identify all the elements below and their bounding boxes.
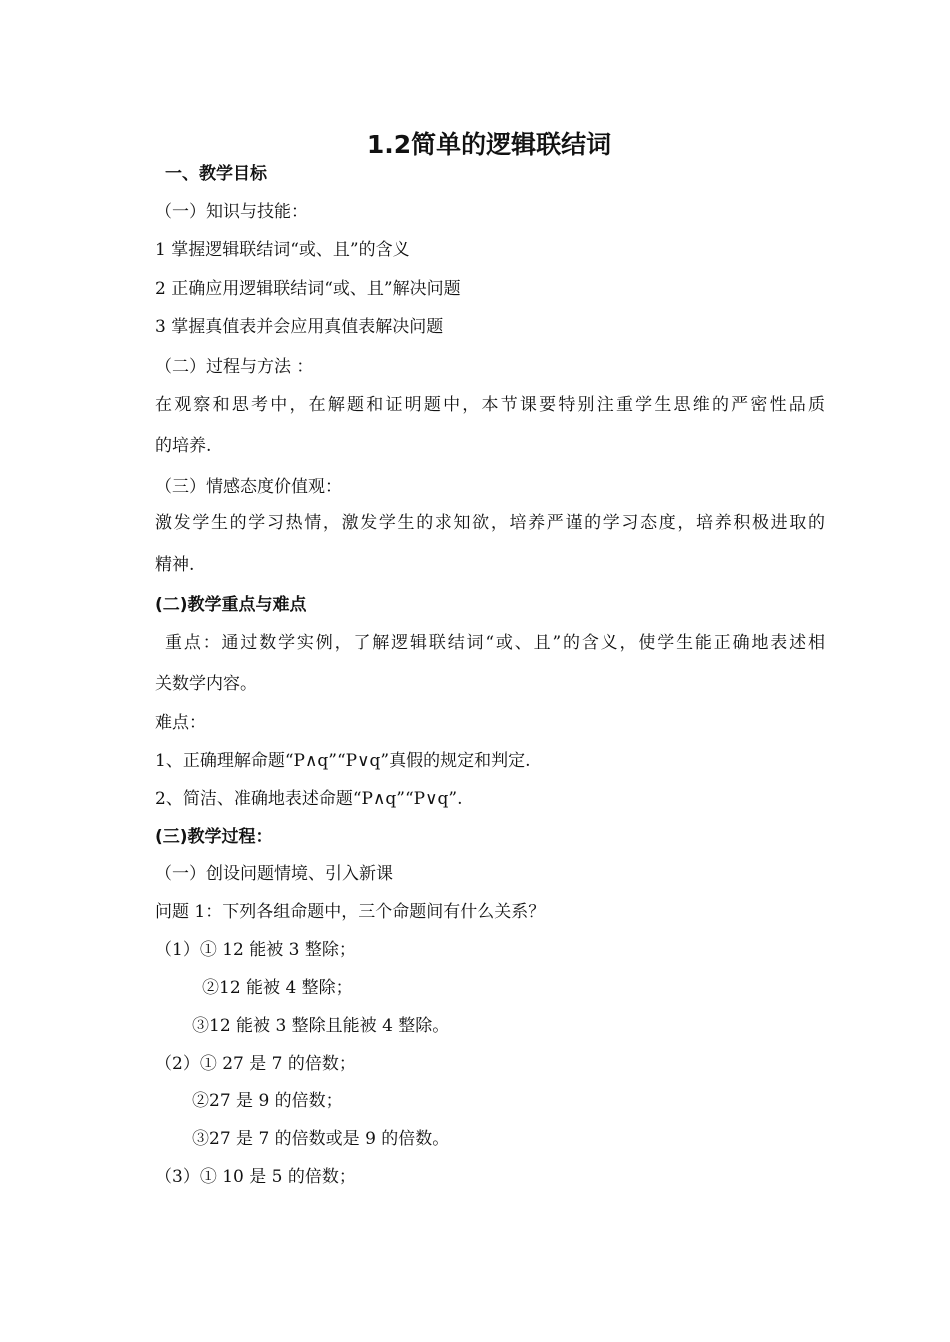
paragraph-key-point-line-2: 关数学内容。 xyxy=(155,674,257,694)
difficulty-item-2: 2、简洁、准确地表述命题“P∧q”“P∨q”. xyxy=(155,789,463,809)
paragraph-key-point-line-1: 重点：通过数学实例，了解逻辑联结词“或、且”的含义，使学生能正确地表述相 xyxy=(165,633,825,653)
subheading-process-method: （二）过程与方法 ： xyxy=(155,357,314,377)
goal-item-3: 3 掌握真值表并会应用真值表解决问题 xyxy=(155,317,444,337)
subheading-difficulties: 难点： xyxy=(155,713,206,733)
question-1: 问题 1：下列各组命题中，三个命题间有什么关系？ xyxy=(155,902,546,922)
paragraph-attitude-line-2: 精神. xyxy=(155,555,195,575)
group-3-item-1: （3）① 10 是 5 的倍数； xyxy=(155,1167,356,1187)
group-1-item-3: ③12 能被 3 整除且能被 4 整除。 xyxy=(192,1016,450,1036)
subheading-attitude-values: （三）情感态度价值观： xyxy=(155,477,342,497)
difficulty-item-1: 1、正确理解命题“P∧q”“P∨q”真假的规定和判定. xyxy=(155,751,531,771)
goal-item-1: 1 掌握逻辑联结词“或、且”的含义 xyxy=(155,240,410,260)
group-2-item-2: ②27 是 9 的倍数； xyxy=(192,1091,343,1111)
heading-teaching-goals: 一、教学目标 xyxy=(165,164,267,184)
paragraph-attitude-line-1: 激发学生的学习热情，激发学生的求知欲，培养严谨的学习态度，培养积极进取的 xyxy=(155,513,825,533)
group-1-item-2: ②12 能被 4 整除； xyxy=(202,978,353,998)
group-1-item-1: （1）① 12 能被 3 整除； xyxy=(155,940,356,960)
group-2-item-1: （2）① 27 是 7 的倍数； xyxy=(155,1054,356,1074)
group-2-item-3: ③27 是 7 的倍数或是 9 的倍数。 xyxy=(192,1129,450,1149)
goal-item-2: 2 正确应用逻辑联结词“或、且”解决问题 xyxy=(155,279,461,299)
document-title: 1.2简单的逻辑联结词 xyxy=(366,130,612,159)
heading-key-points: (二)教学重点与难点 xyxy=(155,595,307,615)
paragraph-process-line-2: 的培养. xyxy=(155,436,212,456)
subheading-introduction: （一）创设问题情境、引入新课 xyxy=(155,864,393,884)
paragraph-process-line-1: 在观察和思考中，在解题和证明题中，本节课要特别注重学生思维的严密性品质 xyxy=(155,395,825,415)
subheading-knowledge-skills: （一）知识与技能： xyxy=(155,202,308,222)
heading-teaching-process: (三)教学过程： xyxy=(155,827,273,847)
